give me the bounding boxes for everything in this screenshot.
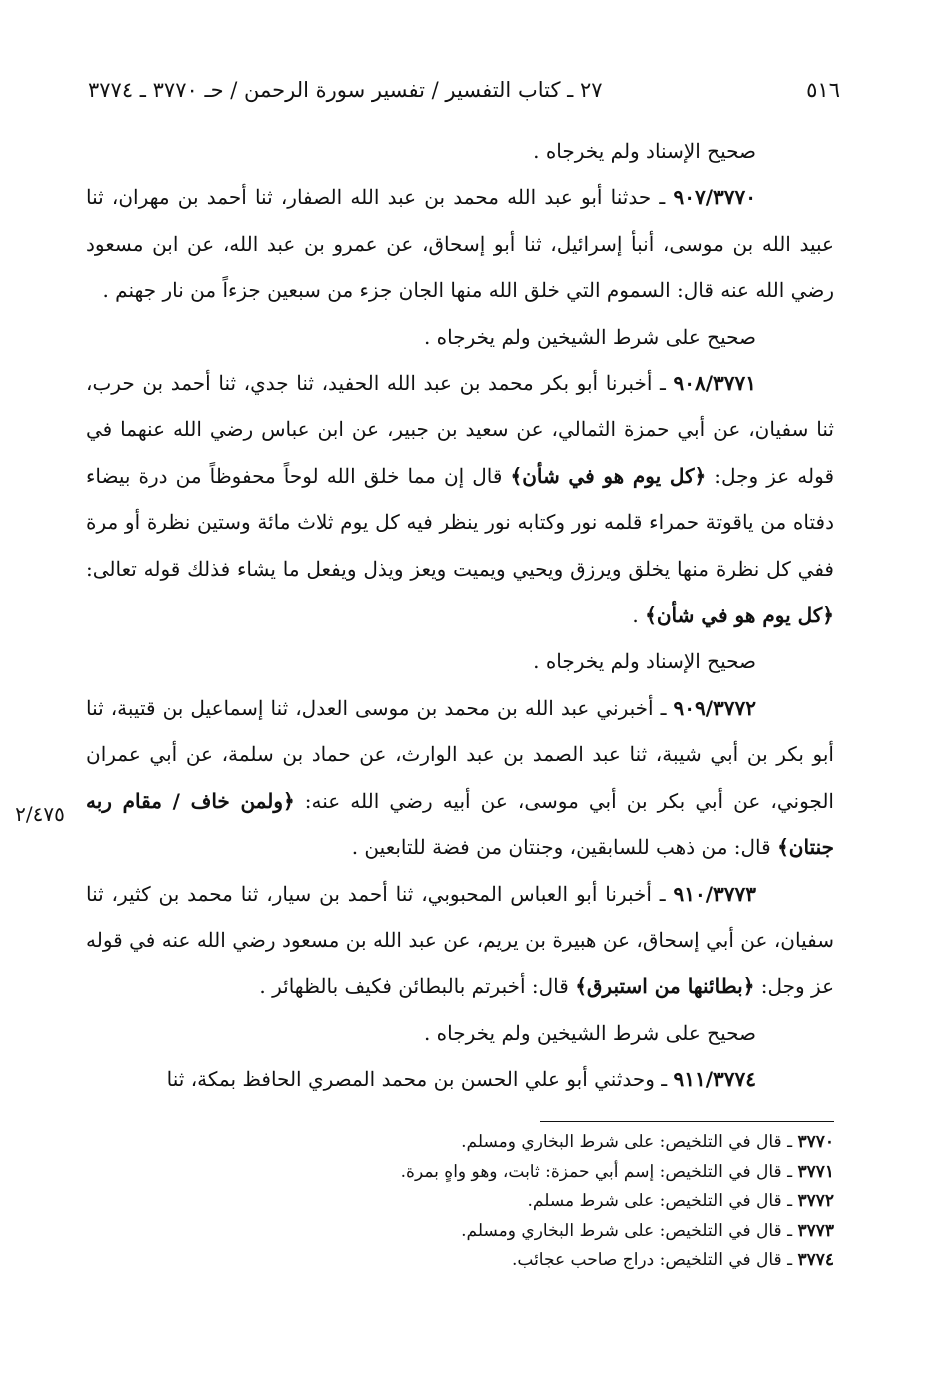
footnote-number: ٣٧٧٠ xyxy=(797,1132,834,1152)
footnote-number: ٣٧٧١ xyxy=(797,1161,834,1182)
verdict-line: صحيح على شرط الشيخين ولم يخرجاه . xyxy=(423,1020,756,1045)
quran-quote: ﴿ولمن خاف / مقام ربه جنتان﴾ xyxy=(86,788,834,860)
verdict-line: صحيح الإسناد ولم يخرجاه . xyxy=(533,139,756,163)
footnotes xyxy=(180,1128,834,1276)
footnote xyxy=(180,1246,834,1276)
footnote-text: ـ قال في التلخيص: على شرط البخاري ومسلم. xyxy=(461,1132,798,1152)
quran-quote: ﴿كل يوم هو في شأن﴾ xyxy=(510,463,707,488)
main-text xyxy=(86,128,834,1103)
footnote-number: ٣٧٧٣ xyxy=(797,1220,834,1241)
hadith-text: ـ أخبرني عبد الله بن محمد بن موسى العدل، ثنا إسماعيل بن قتيبة، ثنا أبو بكر بن أبي شيبة، ثنا عبد الصمد بن عبد الوارث، عن حماد بن سلمة، عن أبي عمران الجوني، عن أبي بكر بن أبي موسى، عن أبيه رضي الله عنه: xyxy=(86,695,834,813)
running-title: ٢٧ ـ كتاب التفسير / تفسير سورة الرحمن / حـ ٣٧٧٠ ـ ٣٧٧٤ xyxy=(88,78,603,102)
hadith-text: ـ وحدثني أبو علي الحسن بن محمد المصري الحافظ بمكة، ثنا xyxy=(166,1067,674,1092)
hadith-3771 xyxy=(86,360,834,638)
footnote-number: ٣٧٧٤ xyxy=(797,1250,834,1270)
hadith-text: . xyxy=(632,603,646,628)
hadith-text: ـ أخبرنا أبو بكر محمد بن عبد الله الحفيد، ثنا جدي، ثنا أحمد بن حرب، ثنا سفيان، عن أبي حمزة الثمالي، عن سعيد بن جبير، عن ابن عباس رضي الله عنهما في قوله عز وجل: xyxy=(86,371,834,488)
footnote xyxy=(180,1128,834,1158)
footnote xyxy=(180,1158,834,1188)
hadith-text: قال: أخبرتم بالبطائن فكيف بالظهائر . xyxy=(259,974,576,999)
quran-quote: ﴿بطائنها من استبرق﴾ xyxy=(575,974,755,999)
verdict-line: صحيح على شرط الشيخين ولم يخرجاه . xyxy=(423,324,756,349)
hadith-number: ٩٠٨/٣٧٧١ xyxy=(673,371,756,396)
verdict-line: صحيح الإسناد ولم يخرجاه . xyxy=(533,649,756,674)
footnote-divider xyxy=(540,1121,834,1122)
quran-quote: ﴿كل يوم هو في شأن﴾ xyxy=(645,603,834,628)
hadith-text: ـ حدثنا أبو عبد الله محمد بن عبد الله الصفار، ثنا أحمد بن مهران، ثنا عبيد الله بن موسى، أنبأ إسرائيل، ثنا أبو إسحاق، عن عمرو بن عبد الله، عن ابن مسعود رضي الله عنه قال: السموم التي خلق الله منها الجان جزء من سبعين جزءاً من نار جهنم . xyxy=(86,185,834,303)
page-number: ٥١٦ xyxy=(806,78,840,102)
hadith-3770 xyxy=(86,174,834,313)
footnote xyxy=(180,1217,834,1247)
footnote-text: ـ قال في التلخيص: على شرط مسلم. xyxy=(527,1191,798,1211)
hadith-number: ٩١١/٣٧٧٤ xyxy=(673,1067,756,1092)
hadith-number: ٩٠٧/٣٧٧٠ xyxy=(673,185,756,210)
footnote xyxy=(180,1187,834,1217)
margin-reference: ٢/٤٧٥ xyxy=(15,802,65,826)
footnote-number: ٣٧٧٢ xyxy=(797,1191,834,1211)
footnote-text: ـ قال في التلخيص: إسم أبي حمزة: ثابت، وهو واهٍ بمرة. xyxy=(400,1161,798,1182)
footnote-text: ـ قال في التلخيص: دراج صاحب عجائب. xyxy=(511,1250,798,1270)
hadith-text: ـ أخبرنا أبو العباس المحبوبي، ثنا أحمد بن سيار، ثنا محمد بن كثير، ثنا سفيان، عن أبي إسحاق، عن هبيرة بن يريم، عن عبد الله بن مسعود رضي الله عنه في قوله عز وجل: xyxy=(86,881,835,999)
hadith-3774 xyxy=(86,1056,834,1102)
hadith-number: ٩٠٩/٣٧٧٢ xyxy=(673,695,756,720)
hadith-text: قال: من ذهب للسابقين، وجنتان من فضة للتابعين . xyxy=(351,835,778,860)
footnote-text: ـ قال في التلخيص: على شرط البخاري ومسلم. xyxy=(461,1220,798,1241)
hadith-text: قال إن مما خلق الله لوحاً محفوظاً من درة بيضاء دفتاه من ياقوتة حمراء قلمه نور وكتابه نور ينظر فيه كل يوم ثلاث مائة وستين نظرة أو مرة ففي كل نظرة منها يخلق ويرزق ويحيي ويميت ويعز ويذل ويفعل ما يشاء فذلك قوله تعالى: xyxy=(86,463,834,581)
hadith-3773 xyxy=(86,871,834,1010)
running-header xyxy=(88,76,840,104)
hadith-number: ٩١٠/٣٧٧٣ xyxy=(673,881,756,906)
hadith-3772 xyxy=(86,685,834,871)
